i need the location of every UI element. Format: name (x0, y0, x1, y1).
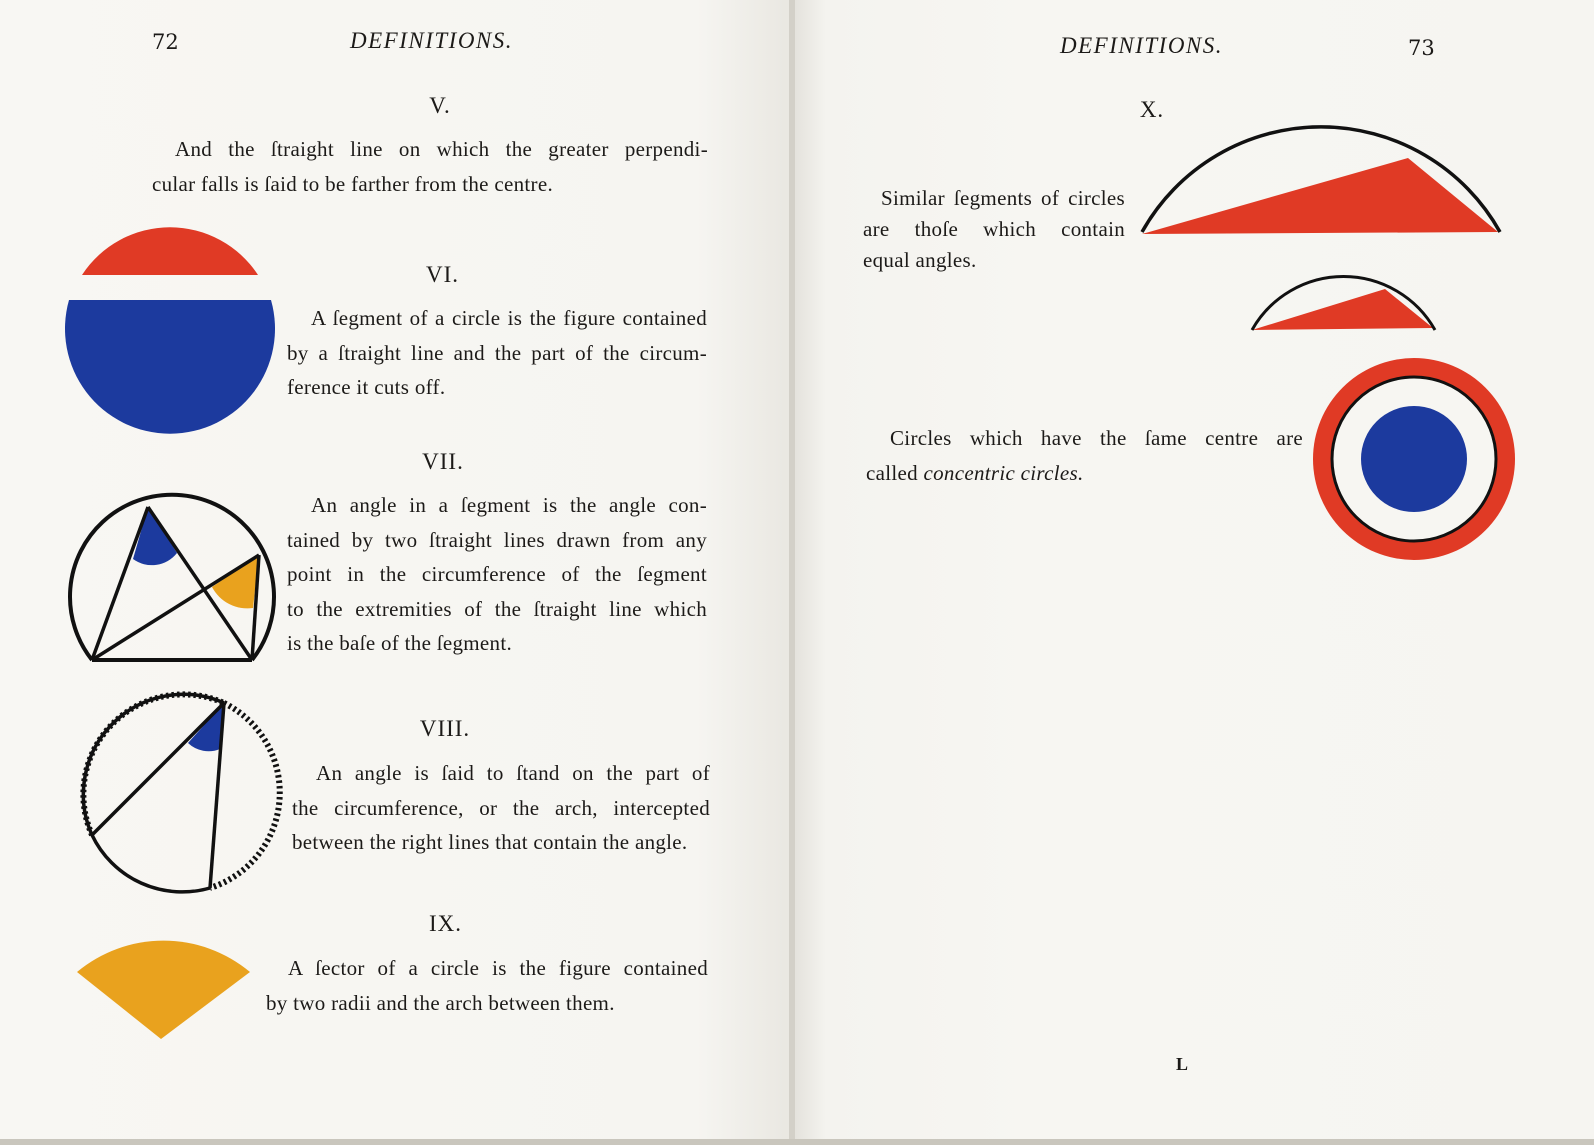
concentric-definition-text (866, 421, 1303, 490)
section-x-text (863, 183, 1125, 276)
similar-segment-small-figure (1248, 270, 1443, 335)
page-number-right: 73 (1408, 36, 1435, 60)
text-line: the circumference, or the arch, intercepted (292, 795, 710, 820)
text-plain: called (866, 460, 924, 485)
running-head-left: DEFINITIONS. (350, 28, 514, 53)
text-line: by two radii and the arch between them. (266, 990, 615, 1015)
section-numeral-vii: VII. (422, 449, 464, 474)
running-head-right: DEFINITIONS. (1060, 33, 1224, 58)
text-line: A ſegment of a circle is the figure contained (311, 306, 707, 330)
page-number-left: 72 (152, 30, 179, 54)
concentric-term: concentric circles. (923, 460, 1084, 485)
text-line: by a ſtraight line and the part of the circum- (287, 340, 707, 365)
text-line: Circles which have the ſame centre are (890, 426, 1303, 450)
text-line: Similar ſegments of circles (881, 186, 1125, 210)
text-line: ference it cuts off. (287, 375, 446, 399)
text-line: And the ſtraight line on which the greater perpendi- (175, 137, 708, 161)
book-gutter (789, 0, 795, 1145)
text-line: to the extremities of the ſtraight line which (287, 596, 707, 621)
concentric-circles-figure (1312, 357, 1522, 567)
text-line: equal angles. (863, 248, 977, 272)
text-line: between the right lines that contain the angle. (292, 830, 688, 854)
text-line: An angle in a ſegment is the angle con- (311, 493, 707, 517)
center-disc-blue (1361, 406, 1467, 512)
major-segment-blue (65, 300, 275, 434)
section-numeral-vi: VI. (425, 262, 460, 287)
section-ix-text (266, 951, 708, 1020)
angle-in-segment-figure (65, 495, 280, 670)
section-v-text (152, 132, 708, 201)
section-vi-text (287, 301, 707, 405)
angle-on-arc-figure (68, 685, 283, 900)
text-line: An angle is ſaid to ſtand on the part of (316, 761, 710, 785)
sector-figure (72, 922, 257, 1047)
page-bottom-edge (0, 1139, 1594, 1145)
text-line: point in the circumference of the ſegment (287, 562, 707, 586)
section-viii-text (292, 756, 710, 860)
section-vii-text (287, 488, 707, 661)
minor-segment-red (82, 227, 258, 275)
text-line: tained by two ſtraight lines drawn from any (287, 527, 707, 552)
text-line: A ſector of a circle is the figure contained (288, 956, 708, 980)
text-line: is the baſe of the ſegment. (287, 631, 513, 655)
text-line (866, 456, 1303, 491)
segment-figure (60, 215, 285, 460)
sector-fill-yellow (77, 941, 250, 1039)
section-numeral-x: X. (1139, 97, 1165, 122)
text-line: cular falls is ſaid to be farther from the centre. (152, 171, 553, 196)
section-numeral-viii: VIII. (419, 716, 471, 741)
section-numeral-v: V. (429, 93, 451, 118)
dotted-arc (83, 694, 224, 835)
text-line: are thoſe which contain (863, 217, 1125, 241)
similar-segment-large-figure (1136, 125, 1506, 240)
signature-mark: L (1176, 1054, 1189, 1074)
section-numeral-ix: IX. (428, 911, 463, 936)
